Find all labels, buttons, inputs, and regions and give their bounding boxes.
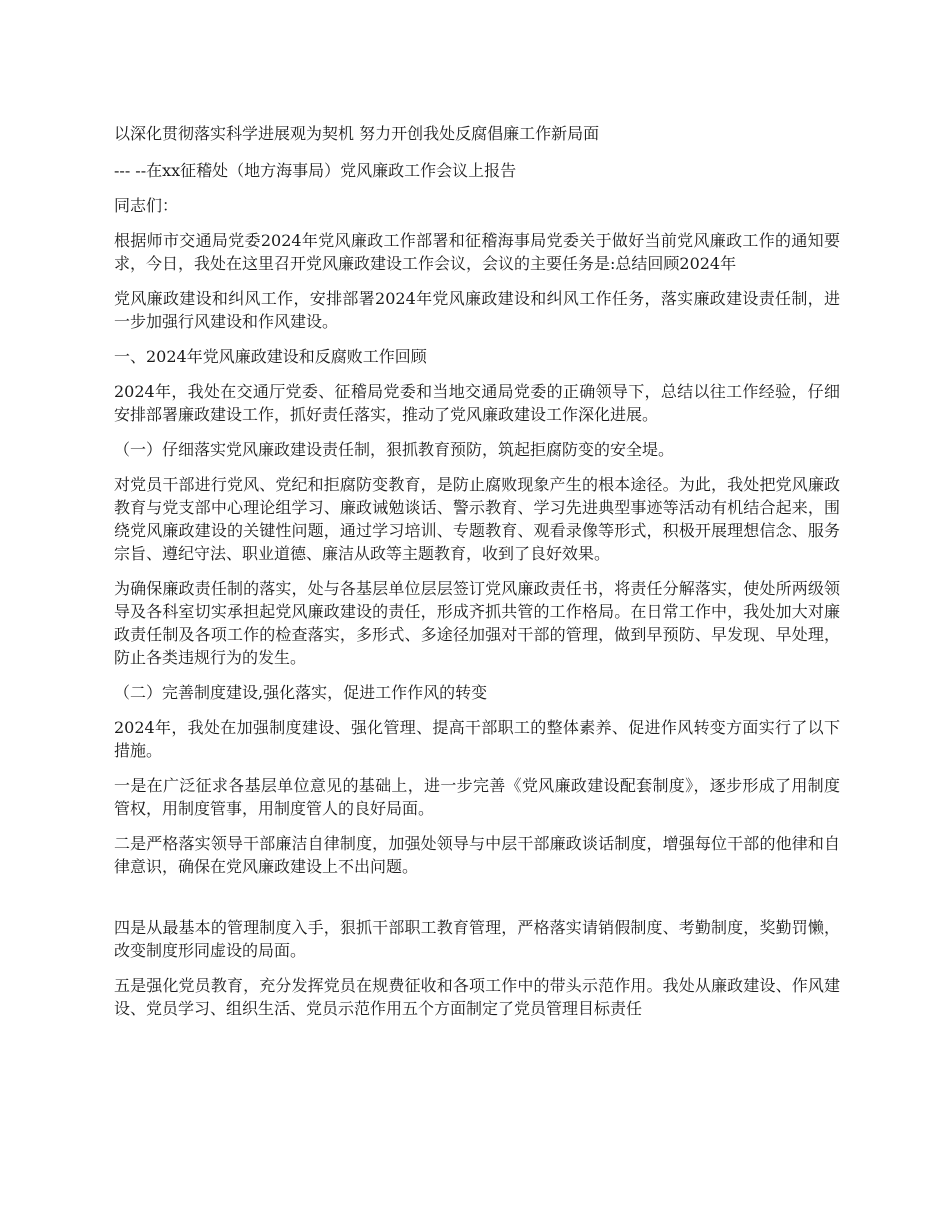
paragraph-intro-continued: 党风廉政建设和纠风工作，安排部署2024年党风廉政建设和纠风工作任务，落实廉政建设责任制，进一步加强行风建设和作风建设。 <box>114 289 840 331</box>
subsection-heading-2: （二）完善制度建设,强化落实，促进工作作风的转变 <box>114 683 488 702</box>
paragraph: 对党员干部进行党风、党纪和拒腐防变教育，是防止腐败现象产生的根本途径。为此，我处把党风廉政教育与党支部中心理论组学习、廉政诫勉谈话、警示教育、学习先进典型事迹等活动有机结合起来，围绕党风廉政建设的关键性问题，通过学习培训、专题教育、观看录像等形式，积极开展理想信念、服务宗旨、遵纪守法、职业道德、廉洁从政等主题教育，收到了良好效果。 <box>114 475 840 563</box>
paragraph: 为确保廉政责任制的落实，处与各基层单位层层签订党风廉政责任书，将责任分解落实，使处所两级领导及各科室切实承担起党风廉政建设的责任，形成齐抓共管的工作格局。在日常工作中，我处加大对廉政责任制及各项工作的检查落实，多形式、多途径加强对干部的管理，做到早预防、早发现、早处理，防止各类违规行为的发生。 <box>114 579 840 667</box>
subsection-heading-1: （一）仔细落实党风廉政建设责任制，狠抓教育预防，筑起拒腐防变的安全堤。 <box>114 440 675 459</box>
paragraph: 一是在广泛征求各基层单位意见的基础上，进一步完善《党风廉政建设配套制度》，逐步形成了用制度管权，用制度管事，用制度管人的良好局面。 <box>114 776 840 818</box>
document-title: 以深化贯彻落实科学进展观为契机 努力开创我处反腐倡廉工作新局面 <box>114 124 600 143</box>
paragraph: 四是从最基本的管理制度入手，狠抓干部职工教育管理，严格落实请销假制度、考勤制度，奖勤罚懒，改变制度形同虚设的局面。 <box>114 918 840 960</box>
document-page <box>114 122 840 1032</box>
paragraph: 2024年，我处在加强制度建设、强化管理、提高干部职工的整体素养、促进作风转变方面实行了以下措施。 <box>114 718 840 760</box>
paragraph: 2024年，我处在交通厅党委、征稽局党委和当地交通局党委的正确领导下，总结以往工作经验，仔细安排部署廉政建设工作，抓好责任落实，推动了党风廉政建设工作深化进展。 <box>114 382 840 424</box>
section-heading-1: 一、2024年党风廉政建设和反腐败工作回顾 <box>114 347 427 366</box>
document-subtitle: --- --在xx征稽处（地方海事局）党风廉政工作会议上报告 <box>114 161 517 180</box>
paragraph: 二是严格落实领导干部廉洁自律制度，加强处领导与中层干部廉政谈话制度，增强每位干部的他律和自律意识，确保在党风廉政建设上不出问题。 <box>114 834 840 876</box>
paragraph-intro: 根据师市交通局党委2024年党风廉政工作部署和征稽海事局党委关于做好当前党风廉政工作的通知要求，今日，我处在这里召开党风廉政建设工作会议，会议的主要任务是:总结回顾2024年 <box>114 231 840 273</box>
salutation: 同志们： <box>114 196 179 215</box>
paragraph: 五是强化党员教育，充分发挥党员在规费征收和各项工作中的带头示范作用。我处从廉政建设、作风建设、党员学习、组织生活、党员示范作用五个方面制定了党员管理目标责任 <box>114 976 840 1018</box>
